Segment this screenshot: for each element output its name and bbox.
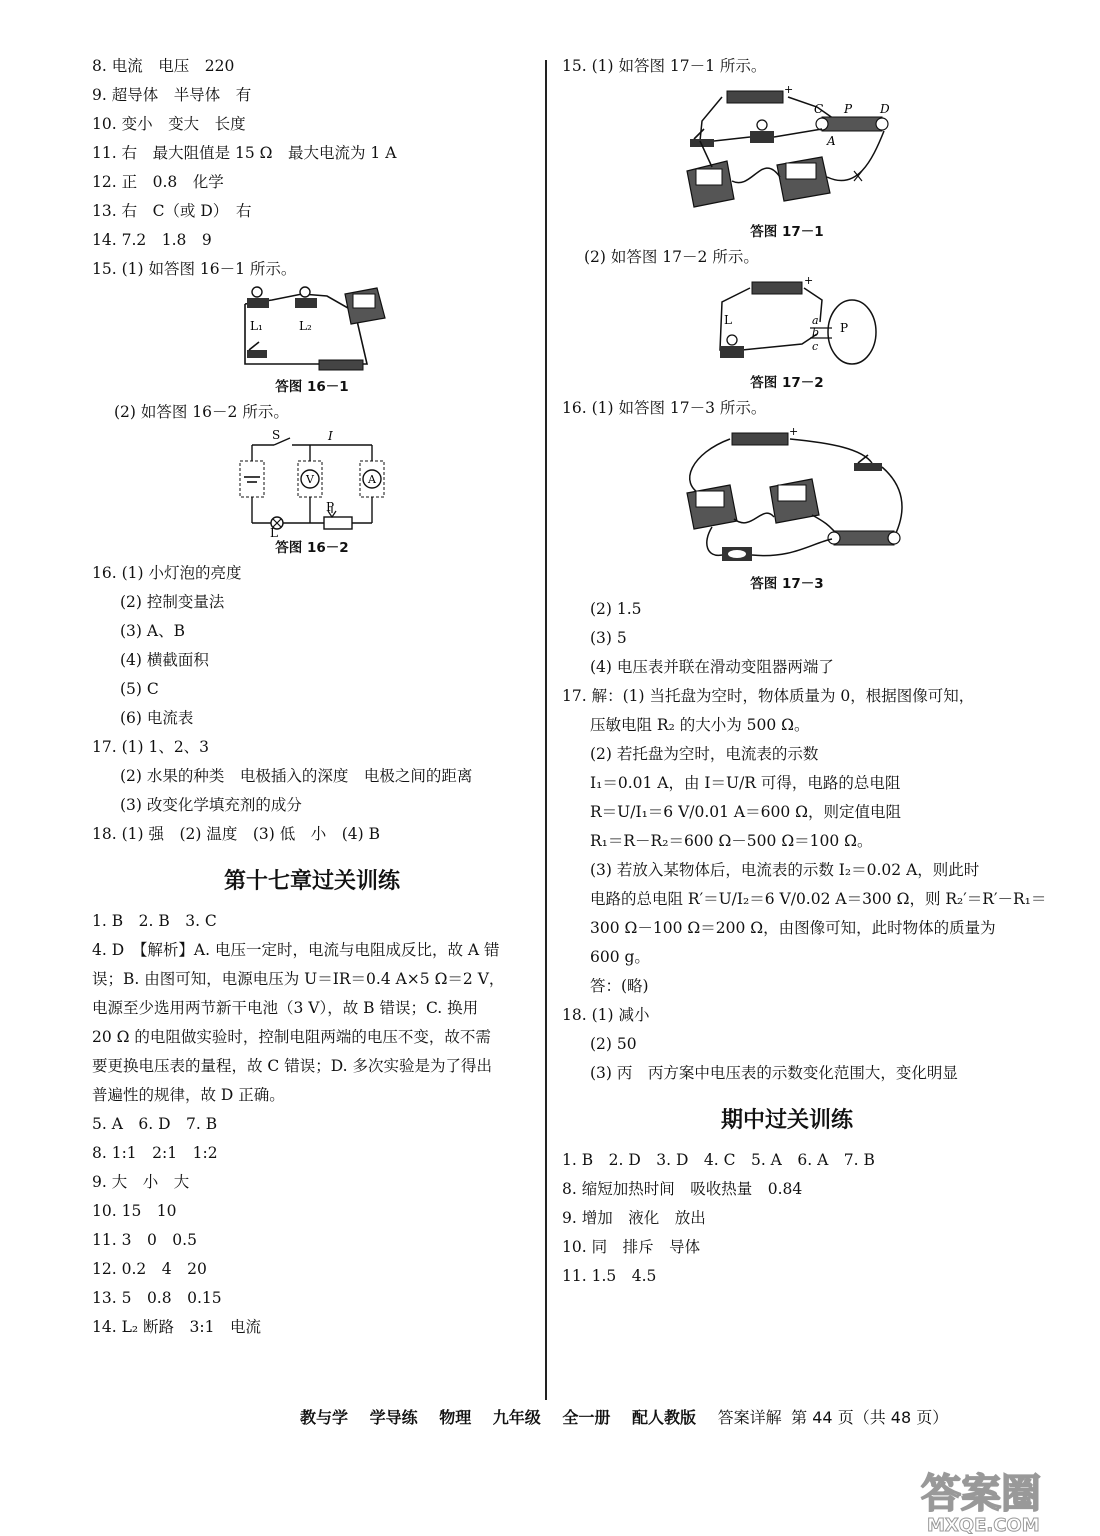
answer-line: (3) 若放入某物体后，电流表的示数 I₂＝0.02 A，则此时 — [590, 861, 980, 879]
answer-line: 4. D 【解析】A. 电压一定时，电流与电阻成反比，故 A 错 — [92, 941, 500, 959]
figure-17-2-circuit — [692, 272, 882, 372]
answer-line: (2) 若托盘为空时，电流表的示数 — [590, 745, 819, 763]
label-lamp: L — [270, 526, 278, 537]
answer-line: (2) 1.5 — [590, 600, 642, 618]
answer-line: (3) 丙 丙方案中电压表的示数变化范围大，变化明显 — [590, 1064, 958, 1082]
svg-text:+: + — [804, 274, 814, 287]
answer-line: R＝U/I₁＝6 V/0.01 A＝600 Ω，则定值电阻 — [590, 803, 901, 821]
svg-text:+: + — [789, 425, 799, 438]
figure-16-1-circuit — [227, 284, 397, 376]
svg-text:+: + — [784, 83, 794, 96]
label-a-terminal: a — [812, 314, 819, 327]
label-switch: S — [272, 428, 281, 442]
answer-line: 13. 5 0.8 0.15 — [92, 1289, 222, 1307]
label-current: I — [328, 429, 333, 443]
answer-line: 300 Ω－100 Ω＝200 Ω，由图像可知，此时物体的质量为 — [590, 919, 996, 937]
answer-line: 普遍性的规律，故 D 正确。 — [92, 1086, 285, 1104]
watermark-text: 答案圈 — [921, 1471, 1041, 1517]
answer-line: 10. 同 排斥 导体 — [562, 1238, 701, 1256]
answer-line: 11. 3 0 0.5 — [92, 1231, 197, 1249]
answer-line: 12. 正 0.8 化学 — [92, 173, 224, 191]
figure-caption: 答图 16－2 — [275, 540, 349, 556]
answer-line: (4) 横截面积 — [120, 651, 209, 669]
watermark-site: MXQE.COM — [927, 1515, 1040, 1535]
footer-series: 学导练 — [369, 1408, 418, 1427]
figure-caption: 答图 17－1 — [750, 224, 824, 240]
column-divider — [545, 60, 547, 1400]
figure-17-3-circuit — [662, 423, 912, 573]
footer-answer: 答案详解 — [717, 1408, 782, 1427]
label-voltmeter: V — [306, 473, 314, 486]
answer-line: 10. 15 10 — [92, 1202, 177, 1220]
left-column — [92, 52, 532, 1342]
footer-subject: 物理 — [439, 1408, 472, 1427]
answer-line: 18. (1) 减小 — [562, 1006, 650, 1024]
answer-line: 9. 增加 液化 放出 — [562, 1209, 706, 1227]
answer-line: 要更换电压表的量程，故 C 错误；D. 多次实验是为了得出 — [92, 1057, 492, 1075]
answer-line: (3) 5 — [590, 629, 627, 647]
label-slider: P — [326, 500, 335, 514]
answer-line: 5. A 6. D 7. B — [92, 1115, 218, 1133]
answer-line: (5) C — [120, 680, 159, 698]
answer-line: 误；B. 由图可知，电源电压为 U＝IR＝0.4 A×5 Ω＝2 V， — [92, 970, 505, 988]
label-d: D — [880, 102, 890, 116]
label-c-terminal: c — [812, 340, 819, 353]
label-p: P — [844, 102, 853, 116]
answer-line: 电路的总电阻 R′＝U/I₂＝6 V/0.02 A＝300 Ω，则 R₂′＝R′－R₁＝ — [590, 890, 1047, 908]
answer-line: (6) 电流表 — [120, 709, 194, 727]
answer-line: (2) 50 — [590, 1035, 637, 1053]
answer-line: 压敏电阻 R₂ 的大小为 500 Ω。 — [590, 716, 810, 734]
answer-line: 答：(略) — [590, 977, 649, 995]
answer-line: 17. 解：(1) 当托盘为空时，物体质量为 0，根据图像可知， — [562, 687, 975, 705]
answer-line: 12. 0.2 4 20 — [92, 1260, 207, 1278]
figure-16-2-circuit-diagram — [232, 427, 392, 537]
answer-line: R₁＝R－R₂＝600 Ω－500 Ω＝100 Ω。 — [590, 832, 873, 850]
section-title: 期中过关训练 — [720, 1108, 853, 1133]
label-b-terminal: b — [812, 326, 820, 339]
answer-line: 20 Ω 的电阻做实验时，控制电阻两端的电压不变，故不需 — [92, 1028, 491, 1046]
footer-page-number: 第 44 页（共 48 页） — [791, 1408, 949, 1427]
answer-line: 8. 电流 电压 220 — [92, 57, 235, 75]
answer-line: 9. 超导体 半导体 有 — [92, 86, 252, 104]
answer-line: 8. 1:1 2:1 1:2 — [92, 1144, 218, 1162]
answer-line: 17. (1) 1、2、3 — [92, 738, 210, 756]
answer-line: (4) 电压表并联在滑动变阻器两端了 — [590, 658, 834, 676]
answer-line: 15. (1) 如答图 16－1 所示。 — [92, 260, 297, 278]
answer-line: (3) A、B — [120, 622, 185, 640]
figure-caption: 答图 17－2 — [750, 375, 824, 391]
answer-line: I₁＝0.01 A，由 I＝U/R 可得，电路的总电阻 — [590, 774, 901, 792]
footer-volume: 全一册 — [562, 1408, 611, 1427]
watermark-logo — [915, 1465, 1085, 1535]
answer-line: 14. L₂ 断路 3:1 电流 — [92, 1318, 261, 1336]
answer-line: 16. (1) 小灯泡的亮度 — [92, 564, 242, 582]
answer-line: 10. 变小 变大 长度 — [92, 115, 246, 133]
answer-line: 1. B 2. B 3. C — [92, 912, 217, 930]
section-title: 第十七章过关训练 — [223, 869, 400, 894]
answer-line: 电源至少选用两节新干电池（3 V），故 B 错误；C. 换用 — [92, 999, 479, 1017]
figure-17-1-circuit — [672, 81, 902, 221]
footer-grade: 九年级 — [492, 1408, 541, 1427]
answer-line: 600 g。 — [590, 948, 650, 966]
label-a: A — [827, 134, 836, 148]
answer-line: 8. 缩短加热时间 吸收热量 0.84 — [562, 1180, 803, 1198]
answer-line: 14. 7.2 1.8 9 — [92, 231, 212, 249]
answer-line: 15. (1) 如答图 17－1 所示。 — [562, 57, 767, 75]
label-l2: L₂ — [299, 319, 312, 333]
label-c: C — [814, 102, 824, 116]
answer-line: 13. 右 C（或 D） 右 — [92, 202, 252, 220]
figure-caption: 答图 17－3 — [750, 576, 824, 592]
label-p: P — [840, 321, 849, 335]
label-l1: L₁ — [250, 319, 263, 333]
answer-line: 11. 1.5 4.5 — [562, 1267, 657, 1285]
footer-edition: 配人教版 — [631, 1408, 696, 1427]
answer-line: (2) 如答图 17－2 所示。 — [584, 248, 759, 266]
label-lamp: L — [724, 313, 732, 327]
right-column — [562, 52, 1047, 1291]
answer-line: 16. (1) 如答图 17－3 所示。 — [562, 399, 767, 417]
answer-line: (2) 水果的种类 电极插入的深度 电极之间的距离 — [120, 767, 473, 785]
answer-line: (3) 改变化学填充剂的成分 — [120, 796, 302, 814]
footer-book: 教与学 — [300, 1408, 349, 1427]
answer-line: (2) 控制变量法 — [120, 593, 225, 611]
page-footer — [300, 1405, 952, 1428]
answer-line: (2) 如答图 16－2 所示。 — [114, 403, 289, 421]
label-ammeter: A — [368, 473, 376, 486]
answer-line: 11. 右 最大阻值是 15 Ω 最大电流为 1 A — [92, 144, 397, 162]
answer-line: 18. (1) 强 (2) 温度 (3) 低 小 (4) B — [92, 825, 380, 843]
answer-line: 1. B 2. D 3. D 4. C 5. A 6. A 7. B — [562, 1151, 875, 1169]
answer-line: 9. 大 小 大 — [92, 1173, 190, 1191]
figure-caption: 答图 16－1 — [275, 379, 349, 395]
